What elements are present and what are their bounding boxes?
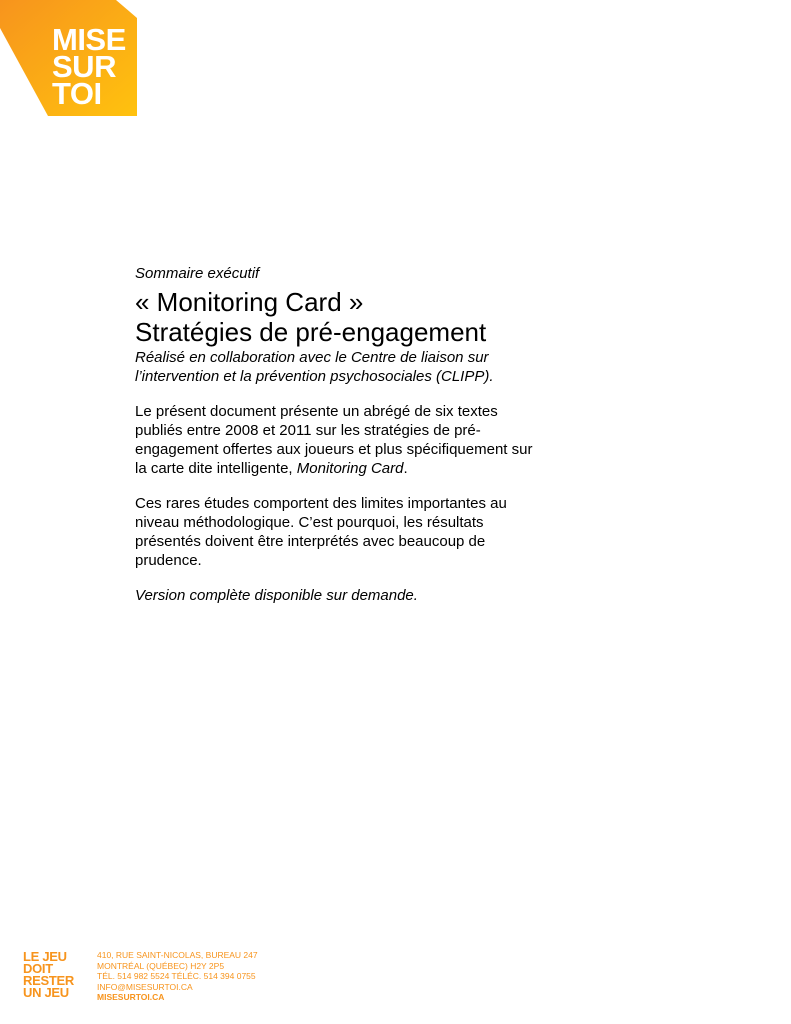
slogan-line-4: UN JEU	[23, 985, 69, 1000]
version-note: Version complète disponible sur demande.	[135, 587, 418, 604]
title-line-1: « Monitoring Card »	[135, 287, 364, 317]
document-subtitle: Sommaire exécutif	[135, 265, 260, 282]
collaboration-note: Réalisé en collaboration avec le Centre de liaison sur l’intervention et la prévention psychosociales (CLIPP).	[135, 349, 494, 385]
address-line-2: MONTRÉAL (QUÉBEC) H2Y 2P5	[97, 960, 225, 971]
limits-paragraph: Ces rares études comportent des limites importantes au niveau méthodologique. C’est pourquoi, les résultats présentés doivent être interprétés avec beaucoup de prudence.	[135, 495, 507, 569]
logo-line-1: MISE	[52, 22, 126, 57]
footer-contact	[97, 950, 258, 1003]
slogan-line-2: DOIT	[23, 961, 53, 976]
brand-logo	[0, 0, 137, 116]
document-body	[135, 264, 535, 605]
website-link[interactable]: MISESURTOI.CA	[97, 992, 165, 1002]
logo-line-3: TOI	[52, 76, 102, 111]
email-link[interactable]: INFO@MISESURTOI.CA	[97, 981, 193, 992]
logo-wordmark	[52, 22, 126, 111]
intro-paragraph	[135, 402, 535, 478]
logo-line-2: SUR	[52, 49, 116, 84]
phone-line: TÉL. 514 982 5524 TÉLÉC. 514 394 0755	[97, 971, 256, 981]
intro-end: .	[403, 460, 408, 477]
slogan-line-1: LE JEU	[23, 949, 67, 964]
title-line-2: Stratégies de pré-engagement	[135, 317, 487, 347]
intro-text: Le présent document présente un abrégé de six textes publiés entre 2008 et 2011 sur les stratégies de pré-engagement offertes aux joueurs et plus spécifiquement sur la carte dite intelligente,	[135, 403, 533, 477]
document-title	[135, 287, 535, 347]
slogan-line-3: RESTER	[23, 973, 74, 988]
intro-emphasis: Monitoring Card	[296, 460, 404, 477]
footer-slogan	[23, 951, 74, 999]
address-line-1: 410, RUE SAINT-NICOLAS, BUREAU 247	[97, 950, 258, 960]
